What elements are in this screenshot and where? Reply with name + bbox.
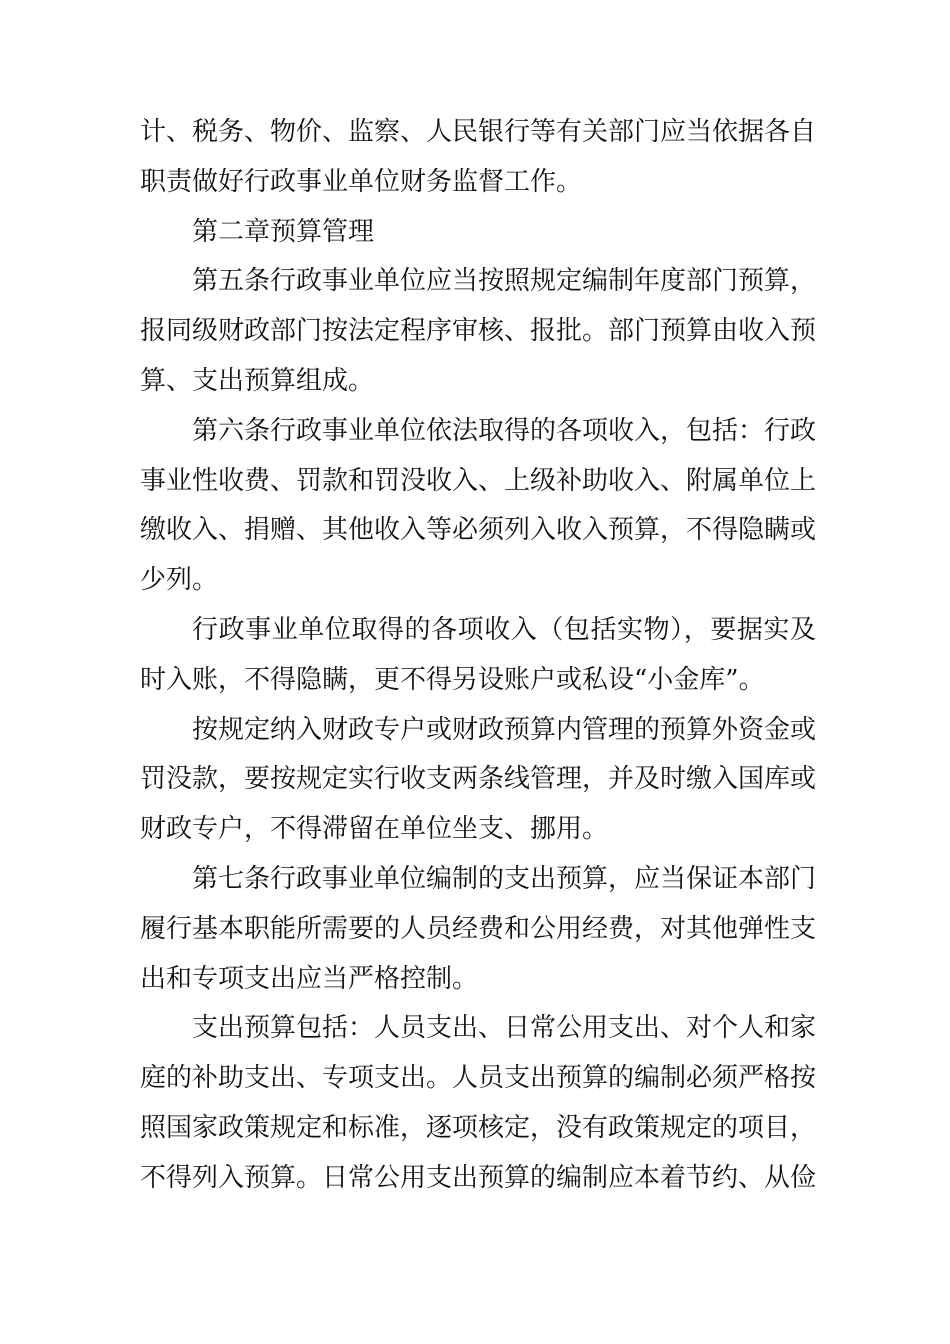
paragraph-expenditure-budget [140, 1004, 816, 1203]
text-line: 第六条行政事业单位依法取得的各项收入，包括：行政 [192, 415, 816, 446]
text-line: 履行基本职能所需要的人员经费和公用经费，对其他弹性支 [140, 913, 816, 944]
text-line: 不得列入预算。日常公用支出预算的编制应本着节约、从俭 [140, 1162, 816, 1193]
text-line: 财政专户，不得滞留在单位坐支、挪用。 [140, 814, 609, 845]
text-line: 罚没款，要按规定实行收支两条线管理，并及时缴入国库或 [140, 764, 816, 795]
paragraph-extra-budget-funds [140, 706, 816, 855]
text-line: 第七条行政事业单位编制的支出预算，应当保证本部门 [192, 863, 816, 894]
text-line: 行政事业单位取得的各项收入（包括实物），要据实及 [192, 614, 816, 645]
text-line: 少列。 [140, 565, 219, 596]
chapter-heading [140, 208, 816, 258]
text-line: 时入账，不得隐瞒，更不得另设账户或私设“小金库”。 [140, 664, 765, 695]
paragraph-article-7 [140, 855, 816, 1004]
text-line: 照国家政策规定和标准，逐项核定，没有政策规定的项目， [140, 1112, 816, 1143]
text-line: 缴收入、捐赠、其他收入等必须列入收入预算，不得隐瞒或 [140, 515, 816, 546]
text-line: 庭的补助支出、专项支出。人员支出预算的编制必须严格按 [140, 1063, 816, 1094]
text-line: 出和专项支出应当严格控制。 [140, 963, 479, 994]
text-line: 按规定纳入财政专户或财政预算内管理的预算外资金或 [192, 714, 816, 745]
paragraph-continuation [140, 108, 816, 208]
text-line: 第五条行政事业单位应当按照规定编制年度部门预算， [192, 266, 816, 297]
paragraph-income-recording [140, 606, 816, 706]
text-line: 支出预算包括：人员支出、日常公用支出、对个人和家 [192, 1013, 816, 1044]
text-line: 算、支出预算组成。 [140, 365, 375, 396]
paragraph-article-6 [140, 407, 816, 606]
chapter-heading-text: 第二章预算管理 [192, 216, 375, 247]
text-line: 计、税务、物价、监察、人民银行等有关部门应当依据各自 [140, 117, 816, 147]
text-line: 报同级财政部门按法定程序审核、报批。部门预算由收入预 [140, 316, 816, 347]
paragraph-article-5 [140, 257, 816, 406]
document-body [140, 108, 816, 1204]
text-line: 事业性收费、罚款和罚没收入、上级补助收入、附属单位上 [140, 465, 816, 496]
text-line: 职责做好行政事业单位财务监督工作。 [140, 166, 583, 197]
